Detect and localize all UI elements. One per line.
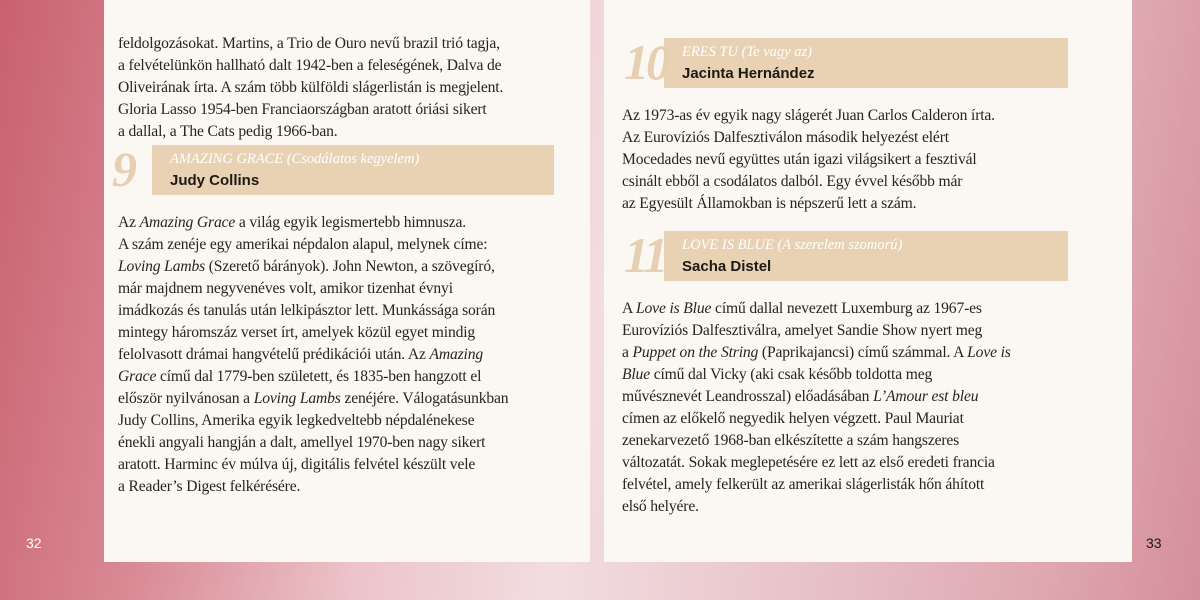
- song-number: 9: [112, 141, 134, 197]
- text-line: Gloria Lasso 1954-ben Franciaországban aratott óriási sikert: [118, 101, 487, 118]
- text-line: a Reader’s Digest felkérésére.: [118, 478, 301, 495]
- text-line: csinált ebből a csodálatos dalból. Egy évvel később már: [622, 173, 963, 190]
- text-line: imádkozás és tanulás után lelkipásztor lett. Munkássága során: [118, 302, 496, 319]
- song-number: 10: [624, 34, 668, 90]
- text-line: címen az előkelő negyedik helyen végzett. Paul Mauriat: [622, 410, 964, 427]
- text-line: Blue című dal Vicky (aki csak később toldotta meg: [622, 366, 933, 383]
- text-line: Judy Collins, Amerika egyik legkedveltebb népdalénekese: [118, 412, 475, 429]
- song-artist: Judy Collins: [170, 172, 260, 189]
- text-line: A Love is Blue című dallal nevezett Luxemburg az 1967-es: [622, 300, 982, 317]
- song-artist: Sacha Distel: [682, 258, 772, 275]
- text-line: már majdnem negyvenéves volt, amikor tizenhat évnyi: [118, 280, 453, 297]
- text-line: Grace című dal 1779-ben született, és 1835-ben hangzott el: [118, 368, 482, 385]
- text-line: Az 1973-as év egyik nagy slágerét Juan Carlos Calderon írta.: [622, 107, 995, 124]
- song-header-10: [624, 34, 1068, 90]
- text-line: az Egyesült Államokban is népszerű lett a szám.: [622, 195, 917, 212]
- left-page: [104, 0, 590, 562]
- text-line: mintegy háromszáz verset írt, amelyek közül egyet mindig: [118, 324, 476, 341]
- text-line: Mocedades nevű együttes után igazi világsikert a fesztivál: [622, 151, 977, 168]
- song-title: ERES TU (Te vagy az): [682, 44, 812, 60]
- text-line: aratott. Harminc év múlva új, digitális felvétel készült vele: [118, 456, 476, 473]
- text-line: Loving Lambs (Szerető bárányok). John Newton, a szövegíró,: [118, 258, 495, 275]
- song-11-paragraph: [622, 298, 1011, 518]
- song-header-9: [112, 141, 554, 197]
- text-line: felolvasott drámai hangvételű prédikációi után. Az Amazing: [118, 346, 484, 363]
- song-header-11: [624, 227, 1068, 283]
- text-line: először nyilvánosan a Loving Lambs zenéjére. Válogatásunkban: [118, 390, 509, 407]
- text-line: a dallal, a The Cats pedig 1966-ban.: [118, 123, 338, 140]
- page-number-right: 33: [1146, 535, 1162, 551]
- text-line: énekli angyali hangján a dalt, amellyel 1970-ben nagy sikert: [118, 434, 486, 451]
- text-line: feldolgozásokat. Martins, a Trio de Ouro nevű brazil trió tagja,: [118, 35, 500, 52]
- text-line: zenekarvezető 1968-ban elkészítette a szám hangszeres: [622, 432, 960, 449]
- text-line: a felvételünkön hallható dalt 1942-ben a feleségének, Dalva de: [118, 57, 502, 74]
- song-title: LOVE IS BLUE (A szerelem szomorú): [682, 237, 903, 253]
- right-page: [604, 0, 1132, 562]
- text-line: a Puppet on the String (Paprikajancsi) című számmal. A Love is: [622, 344, 1011, 361]
- text-line: Oliveirának írta. A szám több külföldi slágerlistán is megjelent.: [118, 79, 504, 96]
- text-line: Az Amazing Grace a világ egyik legismertebb himnusza.: [118, 214, 467, 231]
- song-9-paragraph: [118, 212, 508, 498]
- intro-paragraph: [118, 33, 503, 143]
- text-line: felvétel, amely felkerült az amerikai slágerlisták hőn áhított: [622, 476, 985, 493]
- text-line: első helyére.: [622, 498, 699, 515]
- song-10-paragraph: [622, 105, 995, 215]
- song-title: AMAZING GRACE (Csodálatos kegyelem): [170, 151, 420, 167]
- text-line: változatát. Sokak meglepetésére ez lett az első eredeti francia: [622, 454, 995, 471]
- text-line: művésznevét Leandrosszal) előadásában L’Amour est bleu: [622, 388, 979, 405]
- song-artist: Jacinta Hernández: [682, 65, 815, 82]
- page-number-left: 32: [26, 535, 42, 551]
- text-line: A szám zenéje egy amerikai népdalon alapul, melynek címe:: [118, 236, 488, 253]
- song-number: 11: [624, 227, 666, 283]
- text-line: Eurovíziós Dalfesztiválra, amelyet Sandie Show nyert meg: [622, 322, 983, 339]
- text-line: Az Eurovíziós Dalfesztiválon második helyezést elért: [622, 129, 949, 146]
